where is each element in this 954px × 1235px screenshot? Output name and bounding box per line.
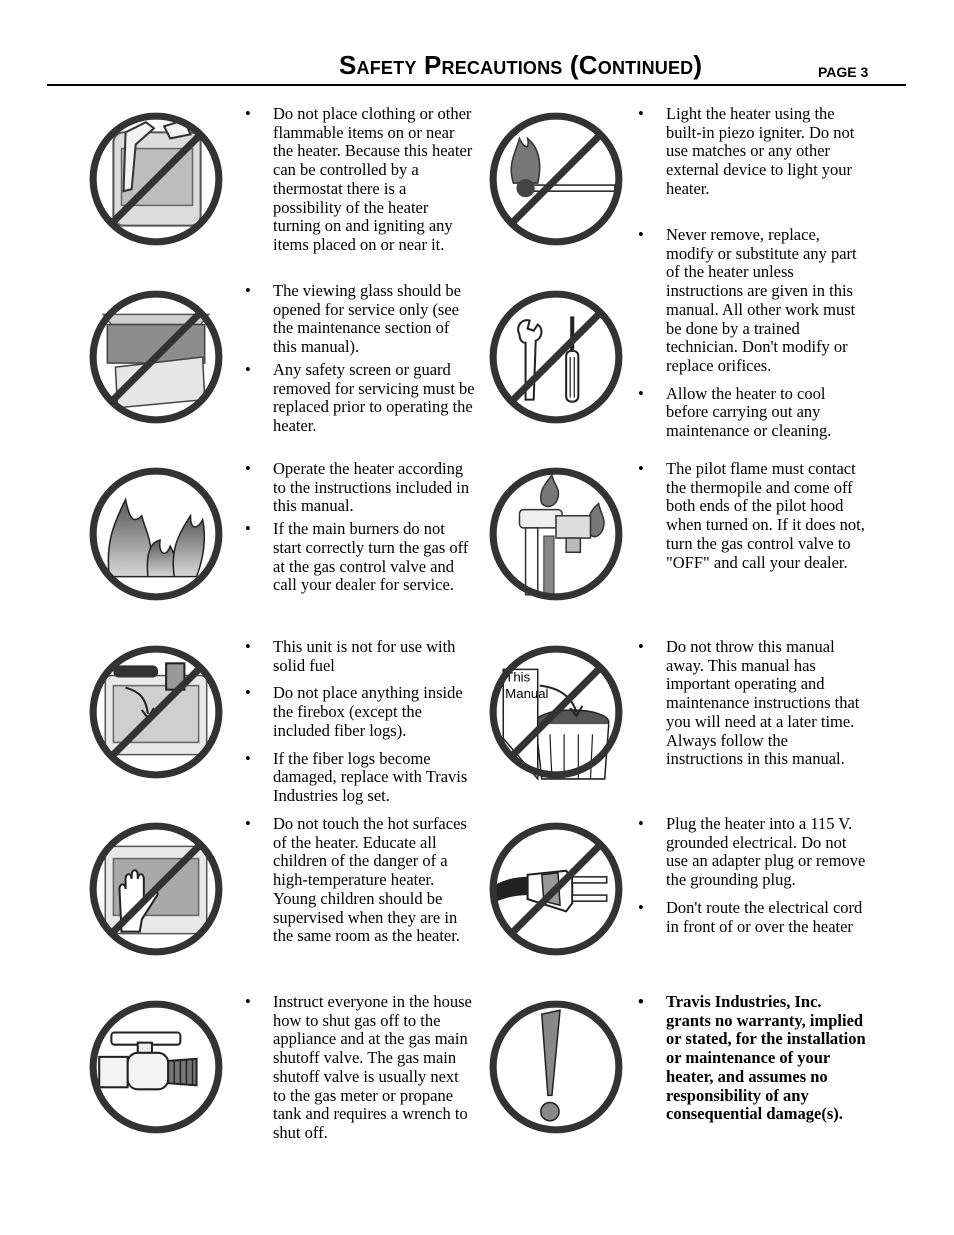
bullet-list bbox=[243, 638, 475, 815]
header-rule bbox=[47, 84, 906, 86]
bullet-list bbox=[636, 105, 868, 208]
bullet-item: • Travis Industries, Inc. grants no warranty, implied or stated, for the installation or maintenance of your heater, and assumes no responsibility of any consequential damage(s). bbox=[636, 993, 868, 1124]
tools-prohibited-icon bbox=[485, 286, 627, 428]
bullet-item: • Operate the heater according to the instructions included in this manual. bbox=[243, 460, 475, 516]
page-title: Safety Precautions (Continued) bbox=[339, 50, 703, 80]
bullet-item: • Instruct everyone in the house how to shut gas off to the appliance and at the gas main shutoff valve. The gas main shutoff valve is usually next to the gas meter or propane tank and requires a wrench to shut off. bbox=[243, 993, 475, 1143]
bullet-item: • Light the heater using the built-in piezo igniter. Do not use matches or any other external device to light your heater. bbox=[636, 105, 868, 199]
bullet-item: • Do not throw this manual away. This manual has important operating and maintenance instructions that you will need at a later time. Always follow the instructions in this manual. bbox=[636, 638, 868, 769]
bullet-item: • Allow the heater to cool before carrying out any maintenance or cleaning. bbox=[636, 385, 868, 441]
bullet-list bbox=[636, 460, 868, 581]
hand-touch-prohibited-icon bbox=[85, 818, 227, 960]
bullet-item: • Plug the heater into a 115 V. grounded electrical. Do not use an adapter plug or remove the grounding plug. bbox=[636, 815, 868, 890]
solid-fuel-prohibited-icon bbox=[85, 641, 227, 783]
icon-label-this: This bbox=[505, 669, 531, 685]
clothing-on-heater-prohibited-icon bbox=[85, 108, 227, 250]
icon-label-manual: Manual bbox=[505, 685, 549, 701]
gas-shutoff-valve-icon bbox=[85, 996, 227, 1138]
bullet-list bbox=[243, 815, 475, 955]
bullet-item: • The viewing glass should be opened for service only (see the maintenance section of this manual). bbox=[243, 282, 475, 357]
flames-icon bbox=[85, 463, 227, 605]
open-glass-prohibited-icon bbox=[85, 286, 227, 428]
match-lighting-prohibited-icon bbox=[485, 108, 627, 250]
page-number: PAGE 3 bbox=[818, 64, 869, 80]
bullet-list bbox=[636, 993, 868, 1133]
discard-manual-prohibited-icon bbox=[485, 641, 627, 783]
page-header bbox=[0, 0, 954, 90]
bullet-item: • Do not place anything inside the firebox (except the included fiber logs). bbox=[243, 684, 475, 740]
bullet-item: • If the main burners do not start correctly turn the gas off at the gas control valve and call your dealer for service. bbox=[243, 520, 475, 595]
bullet-item: • If the fiber logs become damaged, replace with Travis Industries log set. bbox=[243, 750, 475, 806]
bullet-item: • Do not touch the hot surfaces of the heater. Educate all children of the danger of a high-temperature heater. Young children should be supervised when they are in the same room as the heater. bbox=[243, 815, 475, 946]
pilot-flame-thermopile-icon bbox=[485, 463, 627, 605]
bullet-list bbox=[243, 993, 475, 1152]
bullet-item: • This unit is not for use with solid fuel bbox=[243, 638, 475, 675]
bullet-list bbox=[243, 460, 475, 604]
adapter-plug-prohibited-icon bbox=[485, 818, 627, 960]
bullet-item: • Don't route the electrical cord in front of or over the heater bbox=[636, 899, 868, 936]
bullet-list bbox=[636, 638, 868, 778]
bullet-item: • Never remove, replace, modify or substitute any part of the heater unless instructions are given in this manual. All other work must be done by a trained technician. Don't modify or replace orifices. bbox=[636, 226, 868, 376]
bullet-list bbox=[636, 815, 868, 945]
bullet-list bbox=[243, 282, 475, 445]
bullet-item: • Do not place clothing or other flammable items on or near the heater. Because this heater can be controlled by a thermostat there is a possibility of the heater turning on and igniting any items placed on or near it. bbox=[243, 105, 475, 255]
bullet-item: • Any safety screen or guard removed for servicing must be replaced prior to operating the heater. bbox=[243, 361, 475, 436]
bullet-list bbox=[636, 226, 868, 450]
bullet-item: • The pilot flame must contact the thermopile and come off both ends of the pilot hood when turned on. If it does not, turn the gas control valve to "OFF" and call your dealer. bbox=[636, 460, 868, 572]
bullet-list bbox=[243, 105, 475, 264]
exclamation-warning-icon bbox=[485, 996, 627, 1138]
